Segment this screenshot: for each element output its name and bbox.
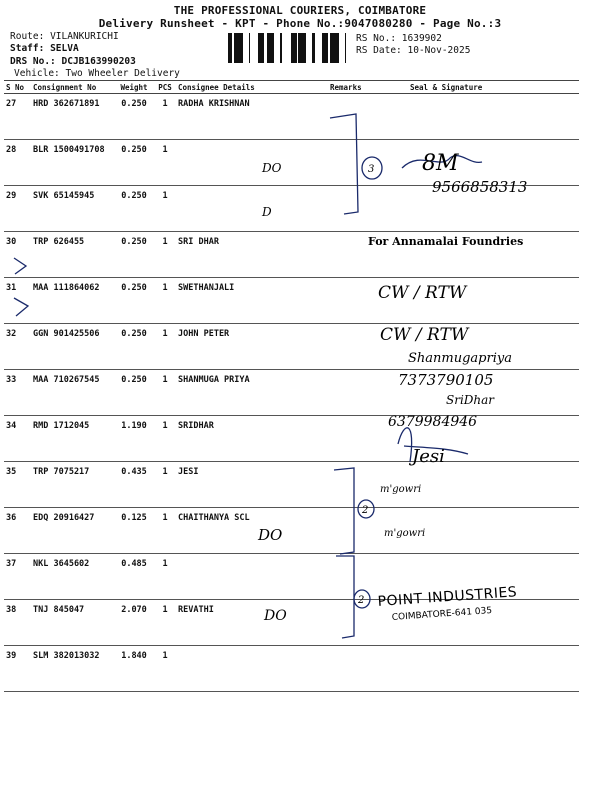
cell-sno: 29 xyxy=(4,186,31,232)
cell-signature xyxy=(380,232,579,278)
cell-pcs: 1 xyxy=(154,600,176,646)
barcode-bar xyxy=(303,33,304,63)
cell-consignee: CHAITHANYA SCL xyxy=(176,508,328,554)
table-row xyxy=(4,324,579,370)
cell-consignment: TNJ 845047 xyxy=(31,600,114,646)
cell-sno: 30 xyxy=(4,232,31,278)
cell-sno: 37 xyxy=(4,554,31,600)
cell-consignment: SLM 382013032 xyxy=(31,646,114,692)
barcode-bar xyxy=(228,33,231,63)
table-row xyxy=(4,462,579,508)
col-header-sno: S No xyxy=(4,81,31,94)
do-mark-row39: DO xyxy=(264,608,287,624)
barcode-bar xyxy=(298,33,300,63)
rs-date-info xyxy=(356,45,470,56)
staff-label: Staff: xyxy=(10,43,45,54)
barcode-bar xyxy=(291,33,292,63)
cell-signature xyxy=(380,94,579,140)
barcode-bar xyxy=(249,33,250,63)
col-header-consignment: Consignment No xyxy=(31,81,114,94)
cell-remarks xyxy=(328,324,380,370)
cell-consignment: SVK 65145945 xyxy=(31,186,114,232)
signature-row36: m'gowri xyxy=(380,484,422,495)
barcode-bar xyxy=(312,33,315,63)
barcode-bar xyxy=(304,33,306,63)
cell-consignee xyxy=(176,646,328,692)
cell-pcs: 1 xyxy=(154,646,176,692)
table-row xyxy=(4,600,579,646)
cell-sno: 39 xyxy=(4,646,31,692)
cell-consignment: TRP 626455 xyxy=(31,232,114,278)
cell-sno: 31 xyxy=(4,278,31,324)
cell-remarks xyxy=(328,554,380,600)
cell-signature xyxy=(380,370,579,416)
signature-shanmugapriya: Shanmugapriya xyxy=(408,351,512,366)
barcode-bar xyxy=(334,33,336,63)
cell-consignment: MAA 710267545 xyxy=(31,370,114,416)
col-header-weight: Weight xyxy=(114,81,154,94)
barcode-bar xyxy=(324,33,327,63)
cell-consignee: SRI DHAR xyxy=(176,232,328,278)
vehicle-info xyxy=(14,68,180,79)
cell-consignee xyxy=(176,140,328,186)
cell-pcs: 1 xyxy=(154,370,176,416)
stamp-annamalai: For Annamalai Foundries xyxy=(368,235,524,248)
cell-sno: 32 xyxy=(4,324,31,370)
table-row xyxy=(4,508,579,554)
barcode-bar xyxy=(270,33,273,63)
cell-consignment: TRP 7075217 xyxy=(31,462,114,508)
cell-consignee: SRIDHAR xyxy=(176,416,328,462)
cell-pcs: 1 xyxy=(154,186,176,232)
barcode-bar xyxy=(322,33,324,63)
cell-remarks xyxy=(328,600,380,646)
cell-consignee: JESI xyxy=(176,462,328,508)
cell-consignment: MAA 111864062 xyxy=(31,278,114,324)
count-2-text-b: 2 xyxy=(358,595,365,606)
cell-remarks xyxy=(328,232,380,278)
cell-consignment: HRD 362671891 xyxy=(31,94,114,140)
cell-weight: 2.070 xyxy=(114,600,154,646)
barcode-bar xyxy=(333,33,334,63)
col-header-pcs: PCS xyxy=(154,81,176,94)
cell-signature xyxy=(380,508,579,554)
table-row xyxy=(4,232,579,278)
cell-remarks xyxy=(328,646,380,692)
barcode-bar xyxy=(300,33,303,63)
cell-remarks xyxy=(328,140,380,186)
barcode-bar xyxy=(231,33,232,63)
col-header-remarks: Remarks xyxy=(328,81,380,94)
cell-weight: 0.435 xyxy=(114,462,154,508)
route-info xyxy=(10,31,119,42)
cell-signature xyxy=(380,600,579,646)
drs-value: DCJB163990203 xyxy=(61,56,136,67)
barcode-bar xyxy=(268,33,270,63)
barcode-bar xyxy=(273,33,274,63)
count-3-text: 3 xyxy=(368,164,375,175)
cell-weight: 1.840 xyxy=(114,646,154,692)
stamp-point-address: COIMBATORE-641 035 xyxy=(391,606,493,623)
barcode-bar xyxy=(234,33,237,63)
cell-consignee: SHANMUGA PRIYA xyxy=(176,370,328,416)
phone-row29: 9566858313 xyxy=(432,178,528,196)
col-header-signature: Seal & Signature xyxy=(380,81,579,94)
runsheet-subtitle: Delivery Runsheet - KPT - Phone No.:9047080280 - Page No.:3 xyxy=(98,17,502,30)
stamp-point-industries: POINT INDUSTRIES xyxy=(377,584,518,610)
cell-sno: 28 xyxy=(4,140,31,186)
vehicle-value: Two Wheeler Delivery xyxy=(65,68,180,79)
cell-consignee: JOHN PETER xyxy=(176,324,328,370)
cell-consignee: RADHA KRISHNAN xyxy=(176,94,328,140)
cell-pcs: 1 xyxy=(154,324,176,370)
cell-remarks xyxy=(328,462,380,508)
barcode xyxy=(228,33,352,63)
route-label: Route: xyxy=(10,31,45,42)
barcode-bar xyxy=(238,33,240,63)
cell-weight: 0.250 xyxy=(114,140,154,186)
do-mark-row29: D xyxy=(262,205,272,219)
table-row xyxy=(4,94,579,140)
cell-signature xyxy=(380,324,579,370)
cell-weight: 0.250 xyxy=(114,232,154,278)
cell-signature xyxy=(380,186,579,232)
barcode-bar xyxy=(336,33,339,63)
cell-signature xyxy=(380,278,579,324)
barcode-bar xyxy=(280,33,282,63)
runsheet-table xyxy=(4,80,579,692)
table-row xyxy=(4,554,579,600)
cell-sno: 34 xyxy=(4,416,31,462)
phone-row33: 7373790105 xyxy=(398,371,494,389)
barcode-bar xyxy=(237,33,238,63)
barcode-bar xyxy=(345,33,346,63)
vehicle-label: Vehicle: xyxy=(14,68,60,79)
barcode-bar xyxy=(267,33,268,63)
cell-consignee: REVATHI xyxy=(176,600,328,646)
cell-sno: 33 xyxy=(4,370,31,416)
cell-pcs: 1 xyxy=(154,232,176,278)
cell-signature xyxy=(380,646,579,692)
barcode-bar xyxy=(292,33,294,63)
cell-signature xyxy=(380,416,579,462)
cell-weight: 0.485 xyxy=(114,554,154,600)
note-row32: CW / RTW xyxy=(378,283,467,303)
drs-label: DRS No.: xyxy=(10,56,56,67)
cell-consignment: BLR 1500491708 xyxy=(31,140,114,186)
cell-consignment: RMD 1712045 xyxy=(31,416,114,462)
route-value: VILANKURICHI xyxy=(50,31,119,42)
staff-value: SELVA xyxy=(50,43,79,54)
col-header-consignee: Consignee Details xyxy=(176,81,328,94)
cell-remarks xyxy=(328,186,380,232)
table-header-row xyxy=(4,81,579,94)
barcode-bar xyxy=(262,33,264,63)
cell-pcs: 1 xyxy=(154,554,176,600)
cell-weight: 0.250 xyxy=(114,278,154,324)
phone-row34: 6379984946 xyxy=(388,414,478,430)
cell-remarks xyxy=(328,370,380,416)
cell-consignee: SWETHANJALI xyxy=(176,278,328,324)
table-row xyxy=(4,140,579,186)
rs-date-value: 10-Nov-2025 xyxy=(407,45,471,56)
cell-pcs: 1 xyxy=(154,278,176,324)
cell-pcs: 1 xyxy=(154,508,176,554)
signature-row28: 8M xyxy=(422,151,459,176)
cell-signature xyxy=(380,462,579,508)
company-title: THE PROFESSIONAL COURIERS, COIMBATORE xyxy=(173,4,427,17)
cell-weight: 0.250 xyxy=(114,370,154,416)
rs-no-info xyxy=(356,33,442,44)
signature-sridhar: SriDhar xyxy=(446,393,495,407)
drs-info xyxy=(10,56,136,67)
cell-weight: 0.125 xyxy=(114,508,154,554)
table-row xyxy=(4,646,579,692)
cell-signature xyxy=(380,140,579,186)
cell-consignment: GGN 901425506 xyxy=(31,324,114,370)
cell-consignee xyxy=(176,554,328,600)
count-2-text-a: 2 xyxy=(362,505,369,516)
cell-sno: 27 xyxy=(4,94,31,140)
cell-weight: 1.190 xyxy=(114,416,154,462)
staff-info xyxy=(10,43,79,54)
barcode-bar xyxy=(261,33,262,63)
do-mark-row28: DO xyxy=(262,161,282,175)
table-row xyxy=(4,370,579,416)
cell-consignment: NKL 3645602 xyxy=(31,554,114,600)
table-row xyxy=(4,416,579,462)
cell-weight: 0.250 xyxy=(114,94,154,140)
table-row xyxy=(4,278,579,324)
rs-date-label: RS Date: xyxy=(356,45,402,56)
cell-consignment: EDQ 20916427 xyxy=(31,508,114,554)
cell-remarks xyxy=(328,278,380,324)
cell-pcs: 1 xyxy=(154,416,176,462)
signature-row37: m'gowri xyxy=(384,528,426,539)
note-row33: CW / RTW xyxy=(380,325,469,345)
barcode-bar xyxy=(258,33,261,63)
do-mark-row37: DO xyxy=(258,526,283,544)
cell-consignee xyxy=(176,186,328,232)
barcode-bar xyxy=(330,33,333,63)
cell-pcs: 1 xyxy=(154,462,176,508)
rs-no-label: RS No.: xyxy=(356,33,397,44)
barcode-bar xyxy=(327,33,328,63)
cell-weight: 0.250 xyxy=(114,186,154,232)
signature-jesi: Jesi xyxy=(412,446,445,467)
rs-no-value: 1639902 xyxy=(401,33,442,44)
cell-pcs: 1 xyxy=(154,94,176,140)
barcode-bar xyxy=(240,33,243,63)
cell-remarks xyxy=(328,416,380,462)
barcode-bar xyxy=(294,33,297,63)
cell-signature xyxy=(380,554,579,600)
table-row xyxy=(4,186,579,232)
cell-sno: 38 xyxy=(4,600,31,646)
cell-weight: 0.250 xyxy=(114,324,154,370)
cell-remarks xyxy=(328,508,380,554)
cell-pcs: 1 xyxy=(154,140,176,186)
cell-sno: 35 xyxy=(4,462,31,508)
cell-remarks xyxy=(328,94,380,140)
cell-sno: 36 xyxy=(4,508,31,554)
